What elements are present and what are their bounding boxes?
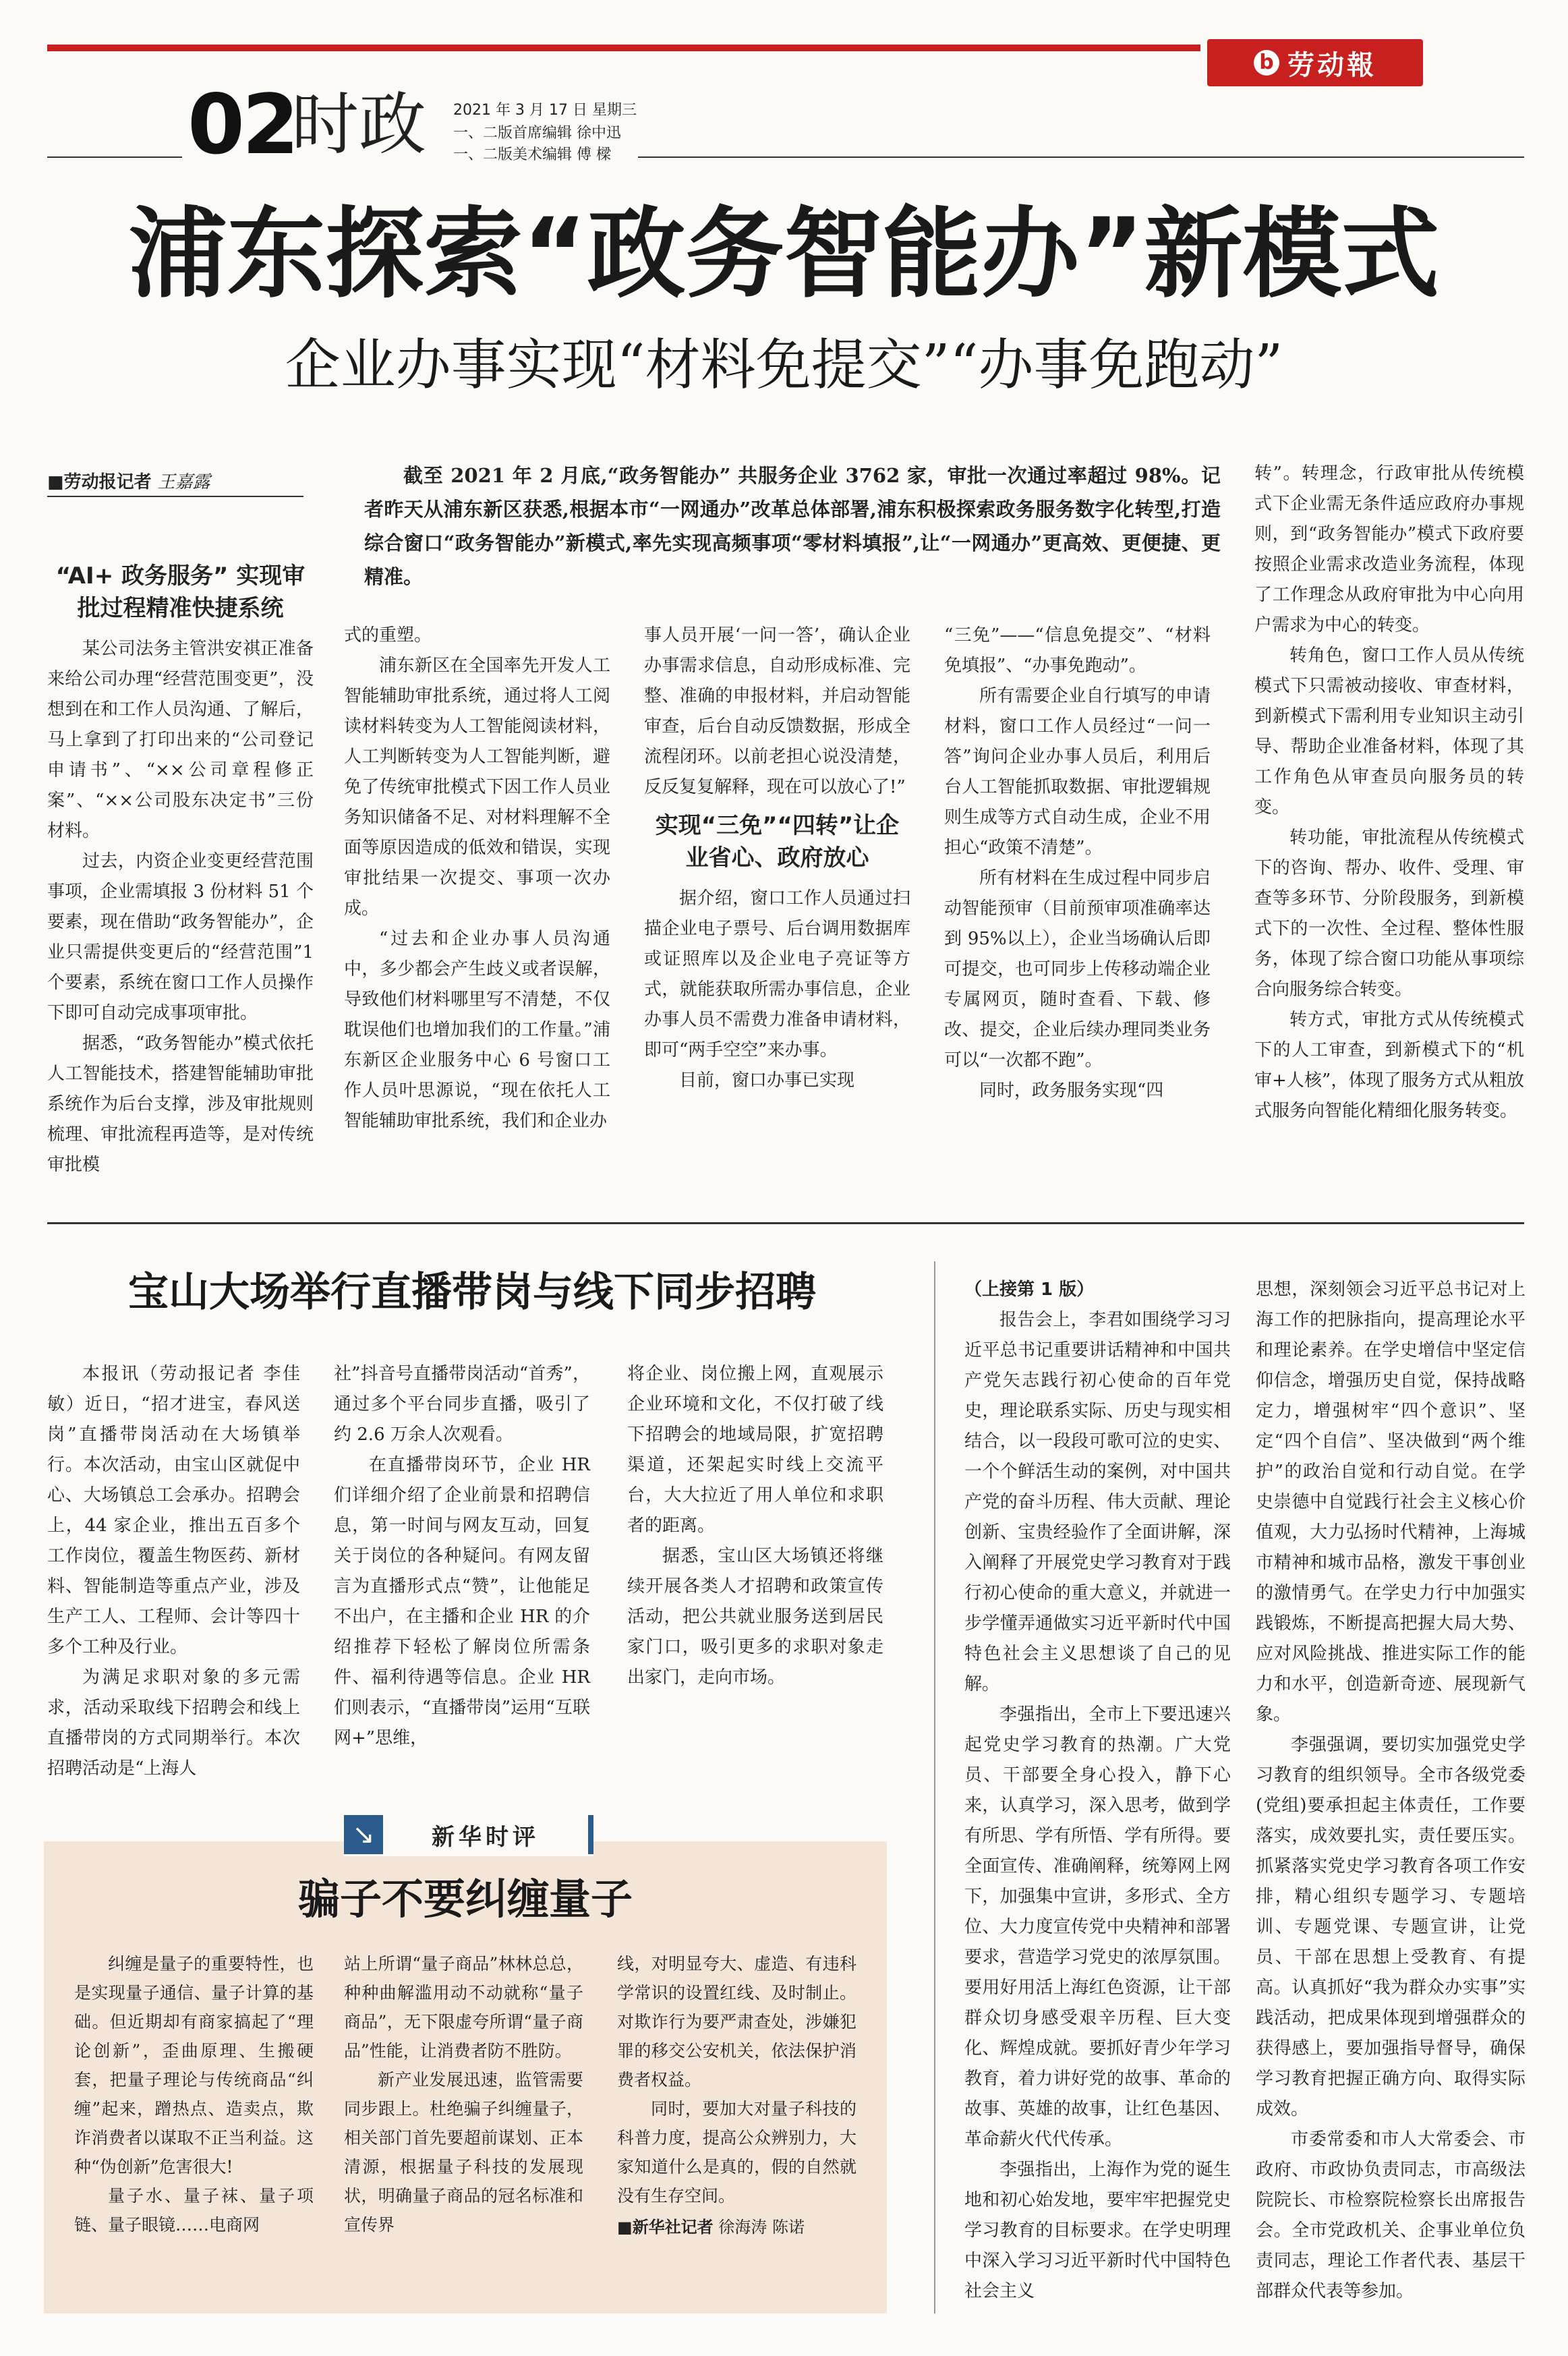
commentary-column-tag — [344, 1813, 593, 1856]
header-bottom-rule — [638, 156, 1524, 158]
paragraph: 据悉，宝山区大场镇还将继续开展各类人才招聘和政策宣传活动，把公共就业服务送到居民家门口，吸引更多的求职对象走出家门，走向市场。 — [627, 1546, 883, 1688]
section-name: 时政 — [291, 85, 426, 164]
commentary-column-3 — [617, 1949, 856, 2242]
story1-column-2 — [344, 621, 610, 1137]
paragraph: 站上所谓“量子商品”林林总总，种种曲解滥用动不动就称“量子商品”，无下限虚夸所谓“量子商品”性能，让消费者防不胜防。 — [344, 1954, 583, 2061]
paragraph: 将企业、岗位搬上网，直观展示企业环境和文化，不仅打破了线下招聘会的地域局限，扩宽招聘渠道，还架起实时线上交流平台，大大拉近了用人单位和求职者的距离。 — [627, 1364, 883, 1536]
paragraph: 某公司法务主管洪安祺正准备来给公司办理“经营范围变更”，没想到在和工作人员沟通、了解后，马上拿到了打印出来的“公司登记申请书”、“××公司章程修正案”、“××公司股东决定书”三份材料。 — [47, 639, 314, 841]
story2-column-3 — [627, 1359, 883, 1693]
story2-column-2 — [334, 1359, 590, 1754]
paragraph: 本报讯（劳动报记者 李佳敏）近日，“招才进宝，春风送岗”直播带岗活动在大场镇举行。本次活动，由宝山区就促中心、大场镇总工会承办。招聘会上，44 家企业，推出五百多个工作岗位，覆盖生物医药、新材料、智能制造等重点产业，涉及生产工人、工程师、会计等四十多个工种及行业。 — [47, 1364, 300, 1657]
paragraph: “过去和企业办事人员沟通中，多少都会产生歧义或者误解，导致他们材料哪里写不清楚，不仅耽误他们也增加我们的工作量。”浦东新区企业服务中心 6 号窗口工作人员叶思源说，“现在依托人工智能辅助审批系统，我们和企业办 — [344, 929, 610, 1131]
paragraph: 在直播带岗环节，企业 HR 们详细介绍了企业前景和招聘信息，第一时间与网友互动，回复关于岗位的各种疑问。有网友留言为直播形式点“赞”，让他能足不出户，在主播和企业 HR 的介绍推荐下轻松了解岗位所需条件、福利待遇等信息。企业 HR 们则表示，“直播带岗”运用“互联网+”思维， — [334, 1455, 590, 1748]
paragraph: 转功能，审批流程从传统模式下的咨询、帮办、收件、受理、审查等多环节、分阶段服务，到新模式下的一次性、全过程、整体性服务，体现了综合窗口功能从事项综合向服务综合转变。 — [1254, 828, 1524, 1000]
continued-column-1 — [964, 1275, 1231, 2307]
paragraph: 纠缠是量子的重要特性，也是实现量子通信、量子计算的基础。但近期却有商家搞起了“理论创新”，歪曲原理、生搬硬套，把量子理论与传统商品“纠缠”起来，蹭热点、造卖点，欺诈消费者以谋取不正当利益。这种“伪创新”危害很大! — [74, 1954, 314, 2177]
paragraph: 式的重塑。 — [344, 625, 432, 645]
page-number: 02 — [187, 77, 297, 173]
paragraph: 所有材料在生成过程中同步启动智能预审（目前预审项准确率达到 95%以上），企业当场确认后即可提交，也可同步上传移动端企业专属网页，随时查看、下载、修改、提交，企业后续办理同类业务可以“一次都不跑”。 — [944, 868, 1211, 1070]
paragraph: 新产业发展迅速，监管需要同步跟上。杜绝骗子纠缠量子，相关部门首先要超前谋划、正本清源，根据量子科技的发展现状，明确量子商品的冠名标准和宣传界 — [344, 2070, 583, 2235]
paragraph: 李强强调，要切实加强党史学习教育的组织领导。全市各级党委(党组)要承担起主体责任，工作要落实，成效要扎实，责任要压实。抓紧落实党史学习教育各项工作安排，精心组织专题学习、专题培训、专题党课、专题宣讲，让党员、干部在思想上受教育、有提高。认真抓好“我为群众办实事”实践活动，把成果体现到增强群众的获得感上，要加强指导督导，确保学习教育把握正确方向、取得实际成效。 — [1256, 1735, 1526, 2119]
paragraph: 浦东新区在全国率先开发人工智能辅助审批系统，通过将人工阅读材料转变为人工智能阅读材料，人工判断转变为人工智能判断，避免了传统审批模式下因工作人员业务知识储备不足、对材料理解不全面等原因造成的低效和错误，实现审批结果一次提交、事项一次办成。 — [344, 656, 610, 919]
story2-headline: 宝山大场举行直播带岗与线下同步招聘 — [128, 1269, 816, 1316]
header-left-rule — [47, 156, 182, 158]
commentary-byline — [617, 2213, 856, 2242]
paragraph: 思想，深刻领会习近平总书记对上海工作的把脉指向，提高理论水平和理论素养。在学史增信中坚定信仰信念，增强历史自觉，保持战略定力，增强树牢“四个意识”、坚定“四个自信”、坚决做到“两个维护”的政治自觉和行动自觉。在学史崇德中自觉践行社会主义核心价值观，大力弘扬时代精神，上海城市精神和城市品格，激发干事创业的激情勇气。在学史力行中加强实践锻炼，不断提高把握大局大势、应对风险挑战、推进实际工作的能力和水平，创造新奇迹、展现新气象。 — [1256, 1280, 1526, 1725]
story2-right-rule — [934, 1261, 935, 2314]
top-red-rule — [47, 45, 1200, 51]
masthead-logo — [1207, 39, 1423, 86]
paragraph: 转”。转理念，行政审批从传统模式下企业需无条件适应政府办事规则，到“政务智能办”模式下政府要按照企业需求改造业务流程，体现了工作理念从政府审批为中心向用户需求为中心的转变。 — [1254, 463, 1524, 635]
paragraph: “三免”——“信息免提交”、“材料免填报”、“办事免跑动”。 — [944, 625, 1211, 676]
paragraph: 市委常委和市人大常委会、市政府、市政协负责同志，市高级法院院长、市检察院检察长出席报告会。全市党政机关、企事业单位负责同志，理论工作者代表、基层干部群众代表等参加。 — [1256, 2129, 1526, 2301]
paragraph: 李强指出，上海作为党的诞生地和初心始发地，要牢牢把握党史学习教育的目标要求。在学史明理中深入学习习近平新时代中国特色社会主义 — [964, 2160, 1231, 2301]
paragraph: 转方式，审批方式从传统模式下的人工审查，到新模式下的“机审+人核”，体现了服务方式从粗放式服务向智能化精细化服务转变。 — [1254, 1010, 1524, 1121]
story1-subheadline: 企业办事实现“材料免提交”“办事免跑动” — [285, 333, 1283, 397]
logo-mark-icon: b — [1254, 50, 1279, 76]
paragraph: 报告会上，李君如围绕学习习近平总书记重要讲话精神和中国共产党矢志践行初心使命的百年党史，理论联系实际、历史与现实相结合，以一段段可歌可泣的史实、一个个鲜活生动的案例，对中国共产党的奋斗历程、伟大贡献、理论创新、宝贵经验作了全面讲解，深入阐释了开展党史学习教育对于践行初心使命的重大意义，并就进一步学懂弄通做实习近平新时代中国特色社会主义思想谈了自己的见解。 — [964, 1310, 1231, 1694]
paragraph: 所有需要企业自行填写的申请材料，窗口工作人员经过“一问一答”询问企业办事人员后，利用后台人工智能抓取数据、审批逻辑规则生成等方式自动生成，企业不用担心“政策不清楚”。 — [944, 686, 1211, 858]
paper-name: 劳动報 — [1287, 49, 1376, 81]
editor-line-2: 一、二版美术编辑 傅 樑 — [453, 146, 611, 163]
story1-bottom-rule — [47, 1222, 1524, 1224]
byline-label: ■新华社记者 — [617, 2218, 714, 2237]
story2-column-1 — [47, 1359, 300, 1784]
continued-column-2 — [1256, 1275, 1526, 2307]
paragraph: 李强指出，全市上下要迅速兴起党史学习教育的热潮。广大党员、干部要全身心投入，静下心来，认真学习，深入思考，做到学有所思、学有所悟、学有所得。要全面宣传、准确阐释，统筹网上网下，加强集中宣讲，多形式、全方位、大力度宣传党中央精神和部署要求，营造学习党史的浓厚氛围。要用好用活上海红色资源，让干部群众切身感受艰辛历程、巨大变化、辉煌成就。要抓好青少年学习教育，着力讲好党的故事、革命的故事、英雄的故事，让红色基因、革命薪火代代传承。 — [964, 1704, 1231, 2150]
tag-end-bar — [588, 1815, 593, 1854]
paragraph: 据悉，“政务智能办”模式依托人工智能技术，搭建智能辅助审批系统作为后台支撑，涉及审批规则梳理、审批流程再造等，是对传统审批模 — [47, 1033, 314, 1175]
story1-subheading-2: 实现“三免”“四转”让企业省心、政府放心 — [655, 812, 900, 871]
commentary-headline: 骗子不要纠缠量子 — [297, 1874, 633, 1924]
arrow-icon: ↘ — [344, 1815, 383, 1854]
commentary-column-2 — [344, 1949, 583, 2239]
continued-marker: （上接第 1 版） — [964, 1280, 1095, 1300]
story1-headline: 浦东探索“政务智能办”新模式 — [128, 197, 1440, 312]
story1-column-4 — [944, 621, 1211, 1106]
paragraph: 社”抖音号直播带岗活动“首秀”，通过多个平台同步直播，吸引了约 2.6 万余人次观看。 — [334, 1364, 590, 1445]
editor-line-1: 一、二版首席编辑 徐中迅 — [453, 125, 621, 142]
column-name: 新华时评 — [432, 1823, 540, 1851]
byline-label: ■劳动报记者 — [47, 472, 152, 492]
paragraph: 同时，政务服务实现“四 — [979, 1081, 1164, 1101]
paragraph: 转角色，窗口工作人员从传统模式下只需被动接收、审查材料，到新模式下需利用专业知识主动引导、帮助企业准备材料，体现了其工作角色从审查员向服务员的转变。 — [1254, 645, 1524, 817]
story1-byline — [47, 468, 303, 497]
story1-subheading-1: “AI+ 政务服务” 实现审批过程精准快捷系统 — [55, 563, 306, 622]
story1-column-1 — [47, 553, 314, 1180]
paragraph: 同时，要加大对量子科技的科普力度，提高公众辨别力，大家知道什么是真的，假的自然就没有生存空间。 — [617, 2099, 856, 2206]
paragraph: 事人员开展‘一问一答’，确认企业办事需求信息，自动形成标准、完整、准确的申报材料，并启动智能审查，后台自动反馈数据，形成全流程闭环。以前老担心说没清楚，反反复复解释，现在可以放心了!” — [644, 625, 910, 797]
paragraph: 目前，窗口办事已实现 — [679, 1070, 855, 1091]
reporter-name: 王嘉露 — [157, 472, 210, 492]
story1-column-5 — [1254, 459, 1524, 1126]
story1-column-3 — [644, 621, 910, 1096]
paragraph: 量子水、量子袜、量子项链、量子眼镜……电商网 — [74, 2186, 314, 2235]
story1-lead: 截至 2021 年 2 月底,“政务智能办” 共服务企业 3762 家，审批一次通过率超过 98%。记者昨天从浦东新区获悉,根据本市“一网通办”改革总体部署,浦东积极探索政务服务数字化转型,打造综合窗口“政务智能办”新模式,率先实现高频事项“零材料填报”,让“一网通办”更高效、更便捷、更精准。 — [364, 464, 1221, 588]
commentary-column-1 — [74, 1949, 314, 2239]
paragraph: 过去，内资企业变更经营范围事项，企业需填报 3 份材料 51 个要素，现在借助“政务智能办”，企业只需提供变更后的“经营范围”1 个要素，系统在窗口工作人员操作下即可自动完成事项审批。 — [47, 851, 314, 1023]
paragraph: 线，对明显夸大、虚造、有违科学常识的设置红线、及时制止。对欺诈行为要严肃查处，涉嫌犯罪的移交公安机关，依法保护消费者权益。 — [617, 1954, 856, 2090]
paragraph: 为满足求职对象的多元需求，活动采取线下招聘会和线上直播带岗的方式同期举行。本次招聘活动是“上海人 — [47, 1667, 300, 1779]
reporter-names: 徐海涛 陈诺 — [718, 2218, 805, 2237]
paragraph: 据介绍，窗口工作人员通过扫描企业电子票号、后台调用数据库或证照库以及企业电子亮证等方式，就能获取所需办事信息，企业办事人员不需费力准备申请材料，即可“两手空空”来办事。 — [644, 888, 910, 1060]
issue-date: 2021 年 3 月 17 日 星期三 — [453, 102, 637, 119]
